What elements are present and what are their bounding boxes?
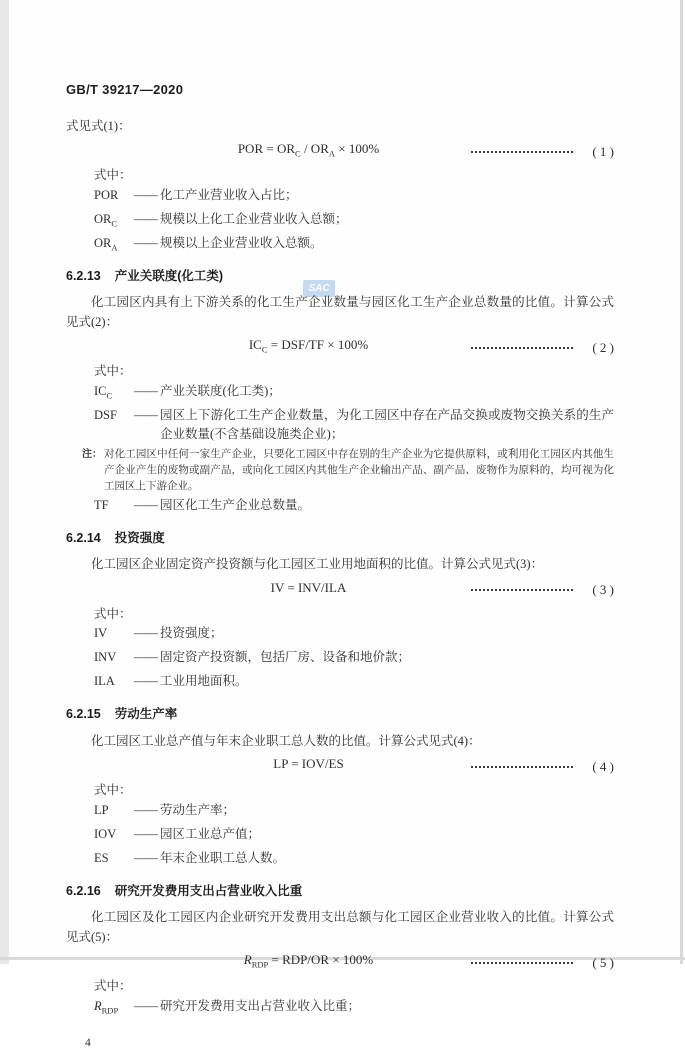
section-heading-6-2-13 bbox=[66, 267, 614, 287]
term-row bbox=[94, 382, 614, 406]
section-title: 投资强度 bbox=[114, 530, 165, 545]
term-description: 园区上下游化工生产企业数量，为化工园区中存在产品交换或废物交换关系的生产企业数量(不含基础设施类企业)； bbox=[160, 407, 614, 442]
term-symbol: IOV bbox=[94, 826, 117, 841]
formula-row-3 bbox=[66, 578, 614, 603]
term-symbol: ILA bbox=[94, 674, 115, 689]
section-number: 6.2.16 bbox=[66, 883, 101, 898]
term-dash: —— bbox=[134, 211, 157, 226]
term-description: 规模以上化工企业营业收入总额； bbox=[160, 211, 348, 226]
term-description: 园区工业总产值； bbox=[160, 826, 261, 841]
section-number: 6.2.13 bbox=[66, 268, 101, 283]
term-list bbox=[94, 624, 614, 696]
page-content bbox=[66, 80, 614, 1053]
formula-lead-text: 式见式(1)： bbox=[66, 118, 131, 133]
term-description: 年末企业职工总人数。 bbox=[160, 850, 286, 865]
sac-watermark: SAC bbox=[303, 280, 335, 297]
equation-number-5: ( 5 ) bbox=[592, 955, 614, 971]
section-paragraph: 化工园区工业总产值与年末企业职工总人数的比值。计算公式见式(4)： bbox=[91, 733, 481, 748]
term-description: 化工产业营业收入占比； bbox=[160, 187, 298, 202]
term-list bbox=[94, 186, 614, 258]
term-dash: —— bbox=[134, 187, 157, 202]
equation-number-3: ( 3 ) bbox=[592, 582, 614, 598]
section-title: 劳动生产率 bbox=[114, 707, 178, 722]
term-symbol: $OR_C$ bbox=[94, 211, 118, 229]
term-row bbox=[94, 849, 614, 873]
term-symbol: DSF bbox=[94, 407, 117, 422]
page-edge-left bbox=[0, 0, 9, 964]
formula-3: IV = INV/ILA bbox=[270, 579, 347, 595]
standard-number-header: GB/T 39217—2020 bbox=[66, 82, 184, 97]
section-title: 研究开发费用支出占营业收入比重 bbox=[114, 883, 303, 898]
section-title: 产业关联度(化工类) bbox=[114, 268, 224, 283]
term-dash: —— bbox=[134, 383, 157, 398]
term-row bbox=[94, 672, 614, 696]
equation-number-4: ( 4 ) bbox=[592, 759, 614, 775]
equation-number-1: ( 1 ) bbox=[592, 143, 614, 159]
term-symbol: $OR_A$ bbox=[94, 235, 118, 253]
term-row bbox=[94, 648, 614, 672]
section-paragraph: 化工园区企业固定资产投资额与化工园区工业用地面积的比值。计算公式见式(3)： bbox=[91, 557, 544, 572]
dotted-leader bbox=[471, 151, 573, 153]
dotted-leader bbox=[471, 766, 573, 768]
term-dash: —— bbox=[134, 998, 157, 1013]
note-label: 注： bbox=[82, 448, 102, 460]
term-symbol: POR bbox=[94, 187, 119, 202]
term-symbol: IV bbox=[94, 626, 108, 641]
where-label: 式中： bbox=[94, 783, 132, 798]
term-row bbox=[94, 406, 614, 445]
section-heading-6-2-14 bbox=[66, 529, 614, 549]
term-description: 劳动生产率； bbox=[160, 802, 236, 817]
section-paragraph: 化工园区内具有上下游关系的化工生产企业数量与园区化工生产企业总数量的比值。计算公式见式(2)： bbox=[66, 295, 614, 329]
note-text: 对化工园区中任何一家生产企业，只要化工园区中存在别的生产企业为它提供原料，或利用化工园区内其他生产企业产生的废物或副产品，或向化工园区内其他生产企业输出产品、副产品、废物作为原料的，均可视为化工园区上下游企业。 bbox=[104, 448, 614, 492]
term-row bbox=[94, 234, 614, 258]
term-row bbox=[94, 997, 614, 1021]
dotted-leader bbox=[471, 589, 573, 591]
section-paragraph: 化工园区及化工园区内企业研究开发费用支出总额与化工园区企业营业收入的比值。计算公式见式(5)： bbox=[66, 910, 614, 944]
term-dash: —— bbox=[134, 850, 157, 865]
term-dash: —— bbox=[134, 407, 157, 422]
formula-row-2 bbox=[66, 335, 614, 360]
term-dash: —— bbox=[134, 626, 157, 641]
formula-4: LP = IOV/ES bbox=[273, 756, 344, 772]
section-number: 6.2.15 bbox=[66, 707, 101, 722]
page-edge-right bbox=[680, 0, 683, 964]
formula-1: POR = $OR_C / OR_A \times 100\%$ bbox=[237, 141, 380, 159]
page-number: 4 bbox=[85, 1036, 91, 1049]
formula-row-4 bbox=[66, 754, 614, 779]
dotted-leader bbox=[471, 347, 573, 349]
where-label: 式中： bbox=[94, 364, 132, 379]
document-page bbox=[9, 0, 680, 1049]
term-description: 投资强度； bbox=[160, 626, 223, 641]
where-label: 式中： bbox=[94, 606, 132, 621]
where-label: 式中： bbox=[94, 168, 132, 183]
formula-row-5 bbox=[66, 950, 614, 975]
term-dash: —— bbox=[134, 497, 157, 512]
term-dash: —— bbox=[134, 802, 157, 817]
section-heading-6-2-16 bbox=[66, 882, 614, 902]
term-description: 园区化工生产企业总数量。 bbox=[160, 497, 311, 512]
term-dash: —— bbox=[134, 235, 157, 250]
formula-5: $R_{RDP} = RDP/OR \times 100\%$ bbox=[243, 952, 374, 970]
term-description: 固定资产投资额，包括厂房、设备和地价款； bbox=[160, 650, 411, 665]
note-block bbox=[82, 447, 614, 495]
term-row bbox=[94, 825, 614, 849]
term-dash: —— bbox=[134, 674, 157, 689]
term-symbol: $R_{RDP}$ bbox=[94, 998, 119, 1016]
formula-row-1 bbox=[66, 139, 614, 164]
term-dash: —— bbox=[134, 826, 157, 841]
term-row bbox=[94, 186, 614, 210]
section-heading-6-2-15 bbox=[66, 705, 614, 725]
term-symbol: $IC_C$ bbox=[94, 383, 113, 401]
term-list bbox=[94, 801, 614, 873]
term-row bbox=[94, 496, 614, 520]
term-symbol: ES bbox=[94, 850, 109, 865]
term-dash: —— bbox=[134, 650, 157, 665]
term-symbol: INV bbox=[94, 650, 117, 665]
section-number: 6.2.14 bbox=[66, 530, 101, 545]
term-description: 产业关联度(化工类)； bbox=[160, 383, 281, 398]
term-list bbox=[94, 382, 614, 445]
term-symbol: LP bbox=[94, 802, 109, 817]
where-label: 式中： bbox=[94, 979, 132, 994]
term-row bbox=[94, 801, 614, 825]
term-row bbox=[94, 210, 614, 234]
term-list bbox=[94, 496, 614, 520]
term-list bbox=[94, 997, 614, 1021]
equation-number-2: ( 2 ) bbox=[592, 339, 614, 355]
term-description: 工业用地面积。 bbox=[160, 674, 248, 689]
term-description: 研究开发费用支出占营业收入比重； bbox=[160, 998, 361, 1013]
term-symbol: TF bbox=[94, 497, 109, 512]
formula-2: $IC_C = DSF/TF \times 100\%$ bbox=[248, 337, 369, 355]
term-row bbox=[94, 624, 614, 648]
term-description: 规模以上企业营业收入总额。 bbox=[160, 235, 323, 250]
